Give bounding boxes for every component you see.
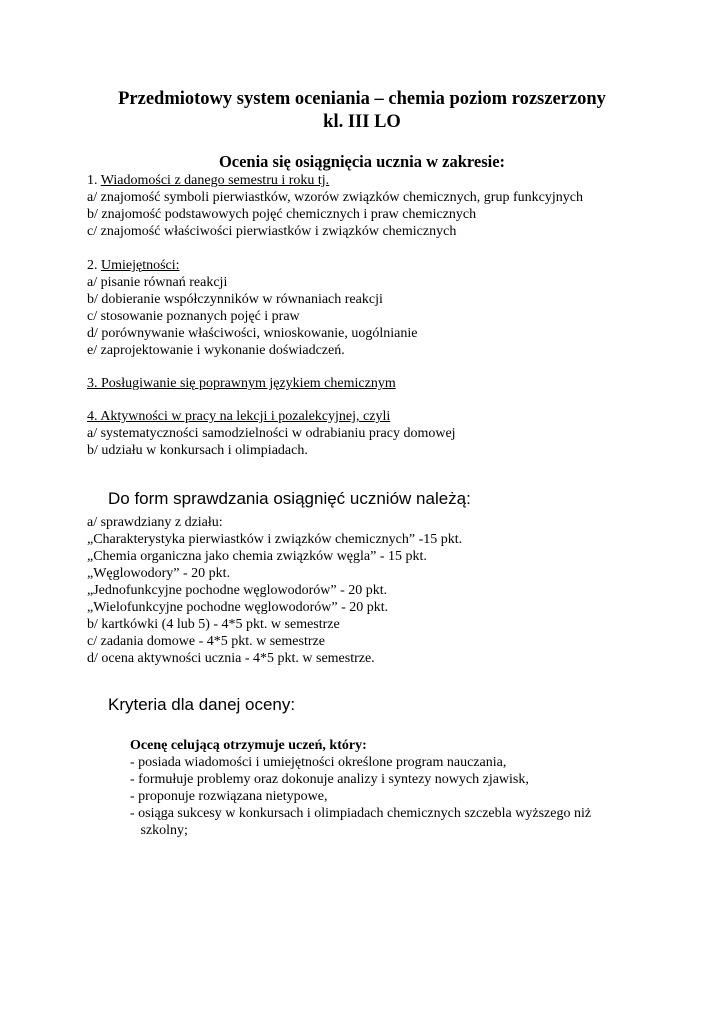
criteria-item: - formułuje problemy oraz dokonuje analizy i syntezy nowych zjawisk, <box>130 772 529 787</box>
section3-title: 3. Posługiwanie się poprawnym językiem chemicznym <box>87 376 396 391</box>
section2-item: b/ dobieranie współczynników w równaniach reakcji <box>87 292 383 307</box>
forms-item: „Jednofunkcyjne pochodne węglowodorów” - 20 pkt. <box>87 583 388 598</box>
criteria-item: szkolny; <box>130 823 188 838</box>
criteria-heading: Kryteria dla danej oceny: <box>108 695 296 714</box>
forms-heading: Do form sprawdzania osiągnięć uczniów należą: <box>108 489 471 508</box>
forms-item: „Charakterystyka pierwiastków i związków chemicznych” -15 pkt. <box>87 532 463 547</box>
criteria-item: - proponuje rozwiązana nietypowe, <box>130 789 328 804</box>
section2-title-text: Umiejętności: <box>101 258 180 273</box>
document-subtitle-class: kl. III LO <box>323 112 401 132</box>
section1-title-text: Wiadomości z danego semestru i roku tj. <box>100 173 330 188</box>
forms-item: „Węglowodory” - 20 pkt. <box>87 566 231 581</box>
assessment-heading: Ocenia się osiągnięcia ucznia w zakresie: <box>218 152 506 171</box>
section1-item: a/ znajomość symboli pierwiastków, wzorów związków chemicznych, grup funkcyjnych <box>87 190 583 205</box>
section4-item: b/ udziału w konkursach i olimpiadach. <box>87 443 308 458</box>
forms-item: c/ zadania domowe - 4*5 pkt. w semestrze <box>87 634 325 649</box>
criteria-item: - osiąga sukcesy w konkursach i olimpiadach chemicznych szczebla wyższego niż <box>130 806 592 821</box>
section1-title <box>87 172 329 189</box>
forms-item: „Wielofunkcyjne pochodne węglowodorów” - 20 pkt. <box>87 600 389 615</box>
section2-item: c/ stosowanie poznanych pojęć i praw <box>87 309 300 324</box>
section2-item: d/ porównywanie właściwości, wnioskowanie, uogólnianie <box>87 326 418 341</box>
section4-title: 4. Aktywności w pracy na lekcji i pozalekcyjnej, czyli <box>87 409 391 424</box>
section1-item: c/ znajomość właściwości pierwiastków i związków chemicznych <box>87 224 457 239</box>
grade-celujaca-title: Ocenę celującą otrzymuje uczeń, który: <box>130 738 367 753</box>
section4-item: a/ systematyczności samodzielności w odrabianiu pracy domowej <box>87 426 456 441</box>
section2-item: a/ pisanie równań reakcji <box>87 275 228 290</box>
forms-item: d/ ocena aktywności ucznia - 4*5 pkt. w semestrze. <box>87 651 375 666</box>
section2-number: 2. <box>87 258 101 273</box>
section1-number: 1. <box>87 173 101 188</box>
section2-item: e/ zaprojektowanie i wykonanie doświadczeń. <box>87 343 345 358</box>
section2-title <box>87 257 180 274</box>
forms-item: „Chemia organiczna jako chemia związków węgla” - 15 pkt. <box>87 549 427 564</box>
document-title: Przedmiotowy system oceniania – chemia poziom rozszerzony <box>118 89 606 109</box>
section1-item: b/ znajomość podstawowych pojęć chemicznych i praw chemicznych <box>87 207 477 222</box>
forms-item: b/ kartkówki (4 lub 5) - 4*5 pkt. w semestrze <box>87 617 340 632</box>
criteria-item: - posiada wiadomości i umiejętności określone program nauczania, <box>130 755 507 770</box>
forms-item: a/ sprawdziany z działu: <box>87 515 223 530</box>
